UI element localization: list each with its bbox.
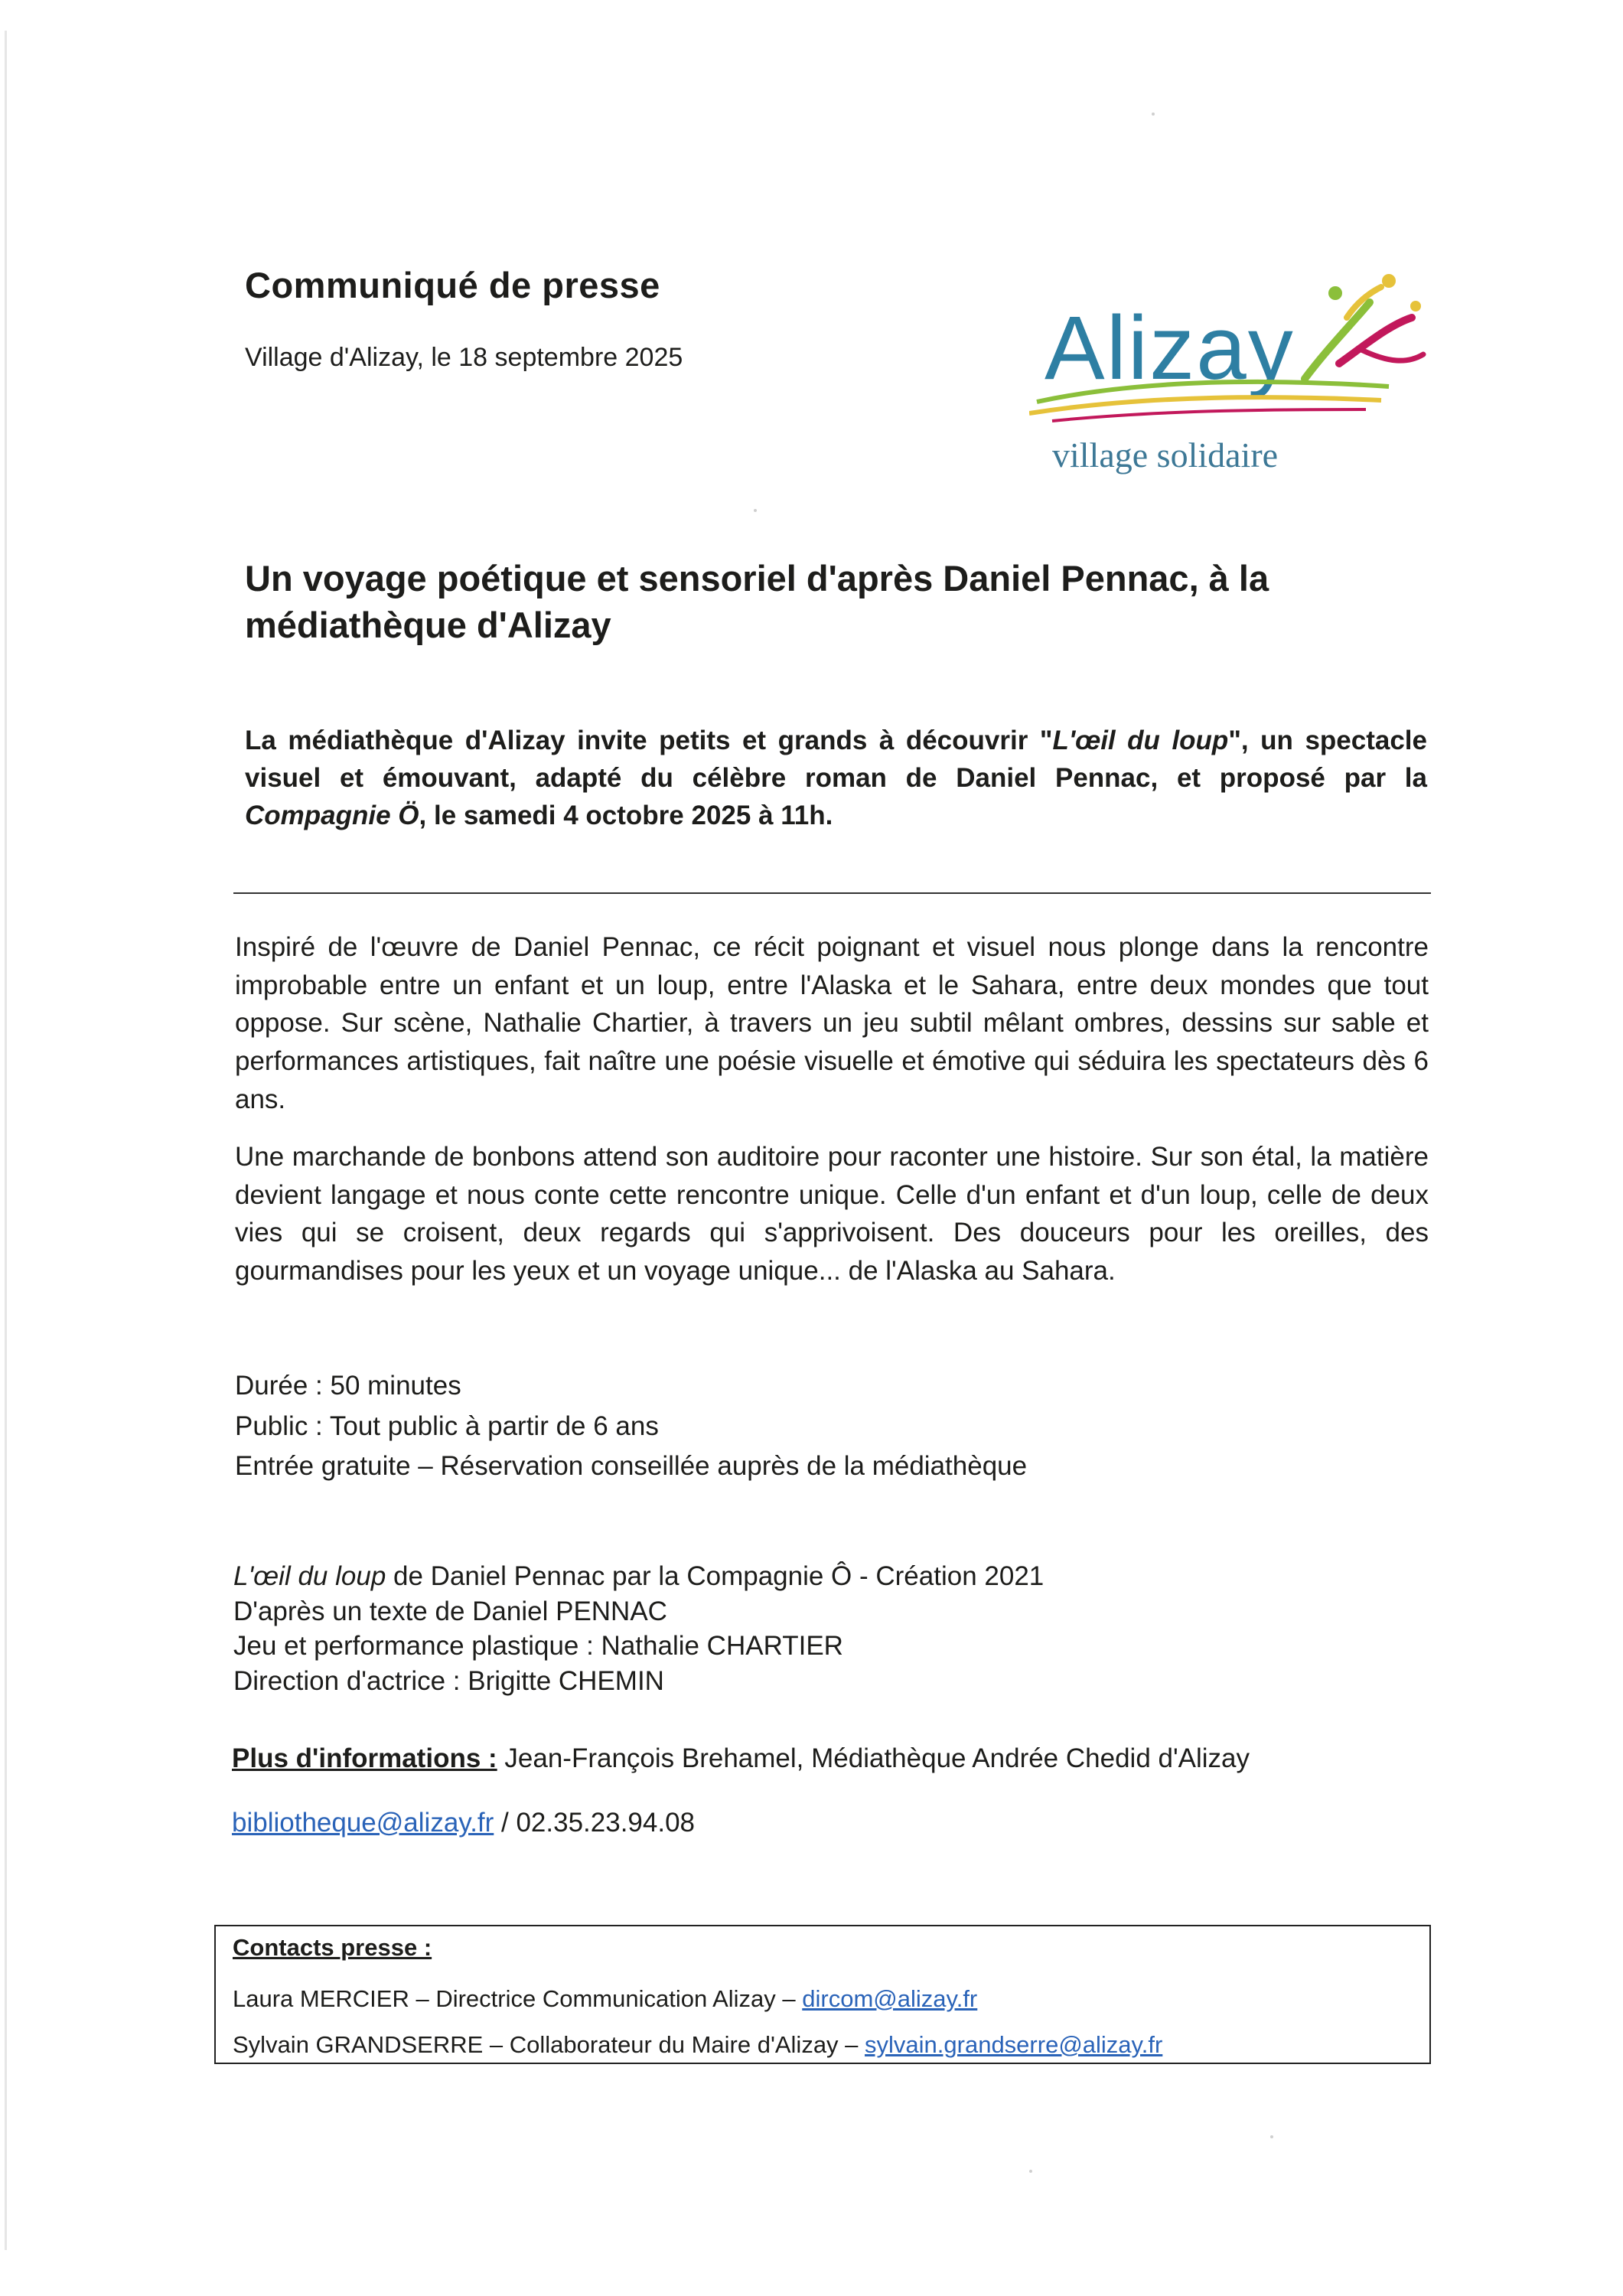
logo-wordmark: Alizay <box>1045 298 1295 399</box>
section-divider <box>233 892 1431 894</box>
alizay-logo <box>1029 264 1427 486</box>
event-facts <box>235 1366 1027 1487</box>
library-contact <box>232 1808 695 1838</box>
scan-speck <box>1152 113 1155 116</box>
library-phone: / 02.35.23.94.08 <box>494 1808 696 1838</box>
scan-speck <box>1270 2135 1273 2138</box>
credits-line-2: D'après un texte de Daniel PENNAC <box>233 1596 667 1626</box>
body-paragraph-1: Inspiré de l'œuvre de Daniel Pennac, ce récit poignant et visuel nous plonge dans la rencontre improbable entre un enfant et un loup, entre l'Alaska et le Sahara, entre deux mondes que tout oppose. Sur scène, Nathalie Chartier, à travers un jeu subtil mêlant ombres, dessins sur sable et performances artistiques, fait naître une poésie visuelle et émotive qui séduira les spectateurs dès 6 ans. <box>235 932 1429 1114</box>
press-contact-row: Sylvain GRANDSERRE – Collaborateur du Maire d'Alizay – sylvain.grandserre@alizay.fr <box>233 2031 1163 2058</box>
credits-line-1: L'œil du loup de Daniel Pennac par la Compagnie Ô - Création 2021 <box>233 1561 1045 1591</box>
press-email-link[interactable]: sylvain.grandserre@alizay.fr <box>865 2031 1163 2058</box>
press-contacts-title: Contacts presse : <box>233 1934 432 1961</box>
dateline: Village d'Alizay, le 18 septembre 2025 <box>245 343 683 372</box>
show-credits <box>233 1559 1044 1698</box>
press-contact-row: Laura MERCIER – Directrice Communication Alizay – dircom@alizay.fr <box>233 1985 978 2012</box>
logo-tagline: village solidaire <box>1052 435 1279 475</box>
fact-audience: Public : Tout public à partir de 6 ans <box>235 1411 659 1441</box>
company-name: Compagnie Ö <box>245 801 419 830</box>
fact-admission: Entrée gratuite – Réservation conseillée auprès de la médiathèque <box>235 1451 1028 1481</box>
lead-paragraph: La médiathèque d'Alizay invite petits et grands à découvrir "L'œil du loup", un spectacle visuel et émouvant, adapté du célèbre roman de Daniel Pennac, et proposé par la Compagnie Ö, le samedi 4 octobre 2025 à 11h. <box>245 726 1427 830</box>
credits-line-3: Jeu et performance plastique : Nathalie CHARTIER <box>233 1631 843 1661</box>
body-paragraph-2: Une marchande de bonbons attend son auditoire pour raconter une histoire. Sur son étal, la matière devient langage et nous conte cette rencontre unique. Celle d'un enfant et d'un loup, celle de deux vies qui se croisent, deux regards qui s'apprivoisent. Des douceurs pour les oreilles, des gourmandises pour les yeux et un voyage unique... de l'Alaska au Sahara. <box>235 1142 1429 1287</box>
credits-line-4: Direction d'actrice : Brigitte CHEMIN <box>233 1665 664 1696</box>
scan-edge <box>5 31 7 2250</box>
press-release-headline: Un voyage poétique et sensoriel d'après Daniel Pennac, à la médiathèque d'Alizay <box>245 558 1269 646</box>
scan-speck <box>1029 2170 1032 2173</box>
press-email-link[interactable]: dircom@alizay.fr <box>802 1985 978 2012</box>
show-title: L'œil du loup <box>1052 726 1229 755</box>
more-info-label: Plus d'informations : <box>232 1743 497 1773</box>
library-email-link[interactable]: bibliotheque@alizay.fr <box>232 1808 494 1838</box>
document-type-heading: Communiqué de presse <box>245 265 660 305</box>
scan-speck <box>754 509 757 512</box>
more-info: Plus d'informations : Jean-François Brehamel, Médiathèque Andrée Chedid d'Alizay <box>232 1743 1250 1773</box>
fact-duration: Durée : 50 minutes <box>235 1371 461 1401</box>
press-contacts-box <box>214 1925 1431 2064</box>
